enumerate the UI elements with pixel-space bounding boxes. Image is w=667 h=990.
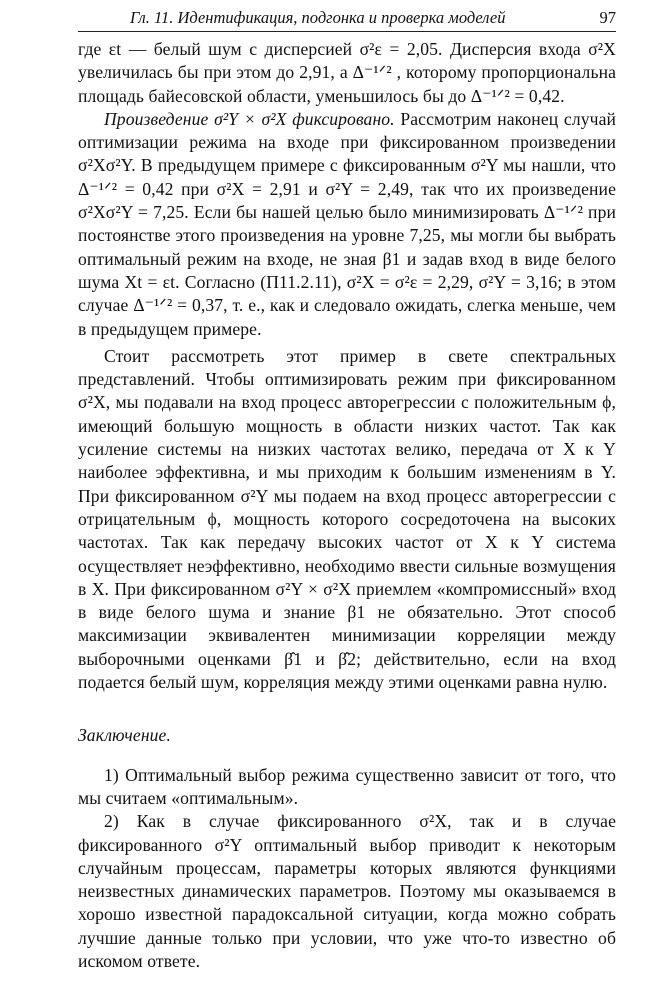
paragraph-text: Рассмотрим наконец случай оптимизации режима на входе при фиксированном произведении σ²Xσ²Y. В предыдущем примере с фиксированным σ²Y мы нашли, что Δ⁻¹ᐟ² = 0,42 при σ²X = 2,91 и σ²Y = 2,49, так что их произведение σ²Xσ²Y = 7,25. Если бы нашей целью было минимизировать Δ⁻¹ᐟ² при постоянстве этого произведения на уровне 7,25, мы могли бы выбрать оптимальный режим на входе, не зная β1 и задав вход в виде белого шума Xt = εt. Согласно (П11.2.11), σ²X = σ²ε = 2,29, σ²Y = 3,16; в этом случае Δ⁻¹ᐟ² = 0,37, т. е., как и следовало ожидать, слегка меньше, чем в предыдущем примере.: [78, 108, 616, 339]
page-body: [78, 38, 616, 973]
running-title: Гл. 11. Идентификация, подгонка и проверка моделей: [130, 8, 506, 27]
conclusion-item-1: 1) Оптимальный выбор режима существенно зависит от того, что мы считаем «оптимальным».: [78, 764, 616, 808]
section-heading: Заключение.: [78, 725, 171, 746]
paragraph-continuation: где εt — белый шум с дисперсией σ²ε = 2,05. Дисперсия входа σ²X увеличилась бы при этом до 2,91, а Δ⁻¹ᐟ² , которому пропорциональна площадь байесовской области, уменьшилось бы до Δ⁻¹ᐟ² = 0,42.: [78, 39, 616, 106]
paragraph-fixed-product: [78, 108, 616, 341]
book-page: [78, 8, 616, 973]
conclusion-item-2: 2) Как в случае фиксированного σ²X, так и в случае фиксированного σ²Y оптимальный выбор приводит к некоторым случайным процессам, параметры которых являются функциями неизвестных динамических параметров. Поэтому мы оказываемся в хорошо известной парадоксальной ситуации, когда можно собрать лучшие данные только при условии, что уже что-то известно об искомом ответе.: [78, 811, 616, 971]
paragraph-spectral: Стоит рассмотреть этот пример в свете спектральных представлений. Чтобы оптимизировать режим при фиксированном σ²X, мы подавали на вход процесс авторегрессии с положительным ϕ, имеющий большую мощность в области низких частот. Так как усиление системы на низких частотах велико, передача от X к Y наиболее эффективна, и мы приходим к большим изменениям в Y. При фиксированном σ²Y мы подаем на вход процесс авторегрессии с отрицательным ϕ, мощность которого сосредоточена на высоких частотах. Так как передачу высоких частот от X к Y система осуществляет неэффективно, необходимо ввести сильные возмущения в X. При фиксированном σ²Y × σ²X приемлем «компромиссный» вход в виде белого шума и знание β1 не обязательно. Этот способ максимизации эквивалентен минимизации корреляции между выборочными оценками β̂1 и β̂2; действительно, если на вход подается белый шум, корреляция между этими оценками равна нулю.: [78, 345, 616, 693]
paragraph-lead-italic: Произведение σ²Y × σ²X фиксировано.: [104, 108, 395, 129]
page-number: 97: [599, 8, 616, 27]
running-header: [78, 8, 616, 32]
